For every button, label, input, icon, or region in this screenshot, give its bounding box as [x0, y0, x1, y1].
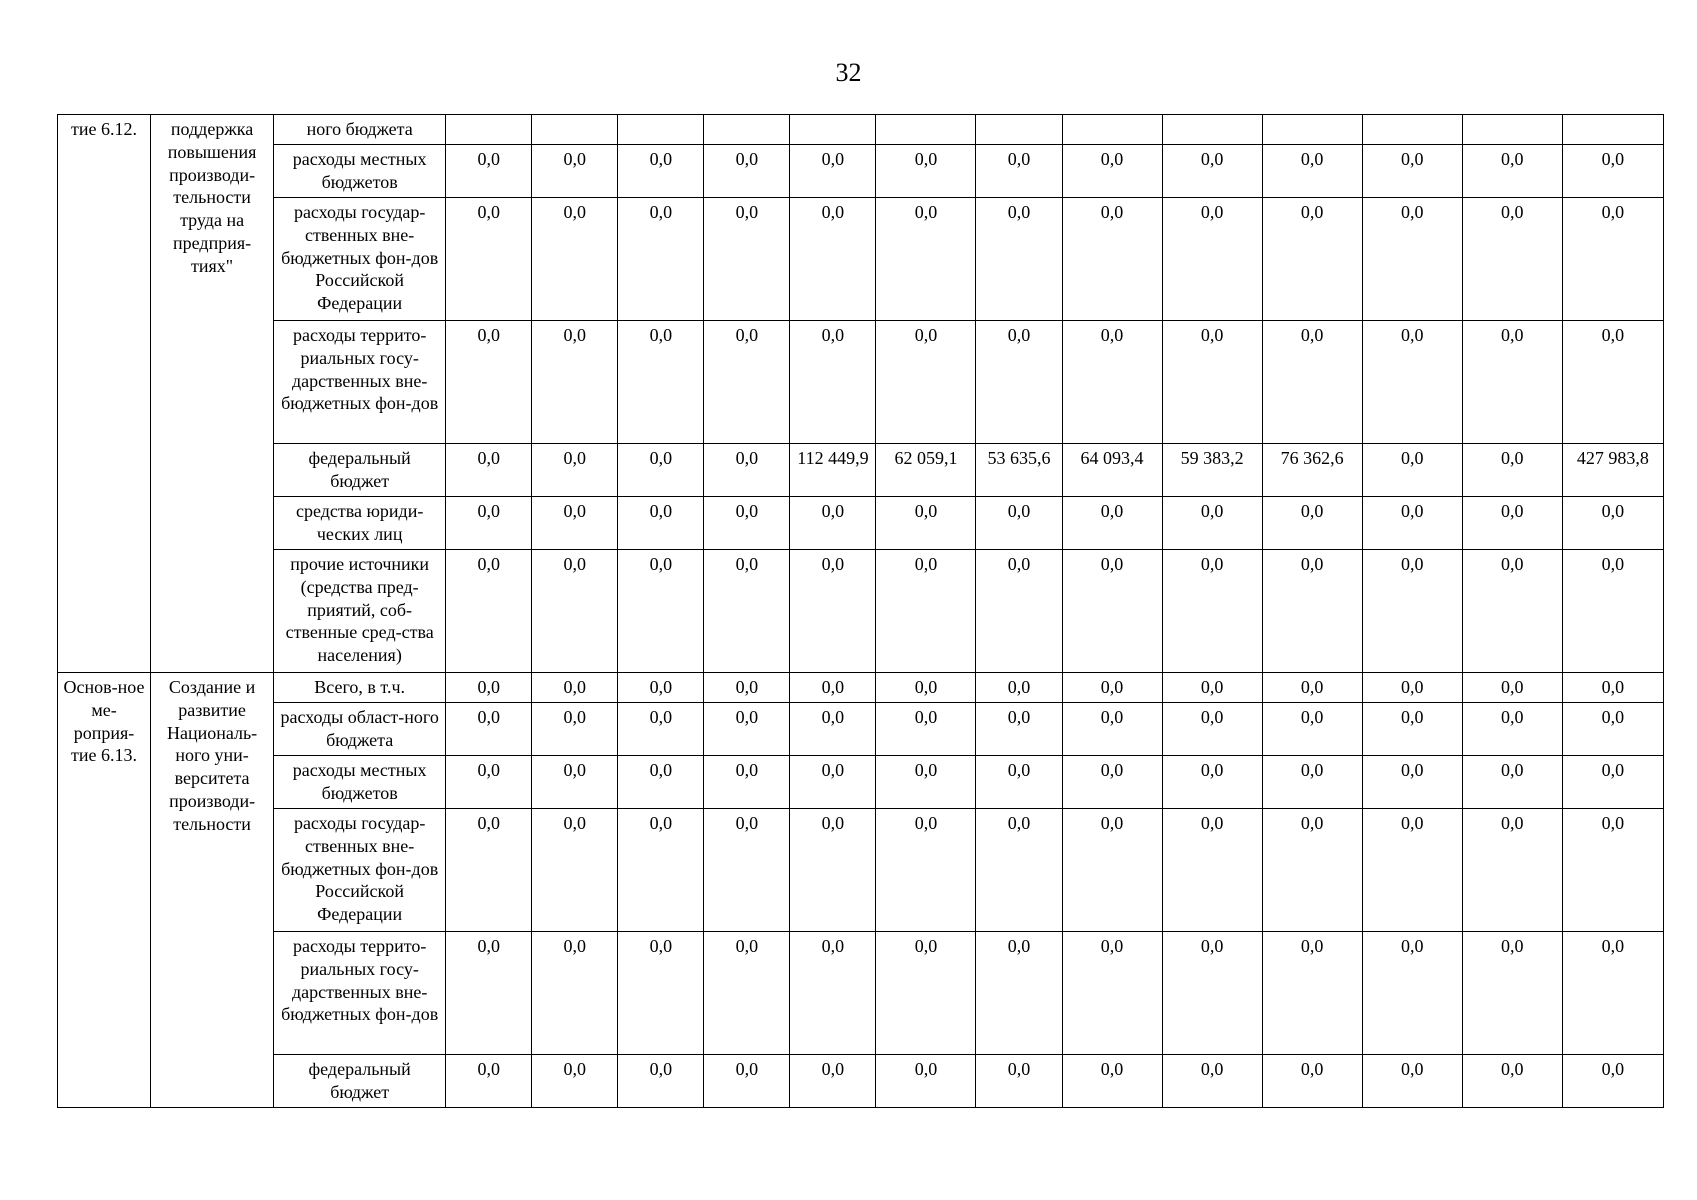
value-cell: 0,0: [1462, 550, 1562, 673]
value-cell: 0,0: [1562, 198, 1663, 321]
value-cell: 53 635,6: [976, 444, 1062, 497]
value-cell: 0,0: [532, 198, 618, 321]
value-cell: 62 059,1: [876, 444, 976, 497]
value-cell: 0,0: [1362, 673, 1462, 703]
value-cell: 0,0: [532, 703, 618, 756]
value-cell: 0,0: [618, 550, 704, 673]
value-cell: 0,0: [532, 321, 618, 444]
value-cell: 0,0: [618, 673, 704, 703]
value-cell: 0,0: [446, 673, 532, 703]
value-cell: 0,0: [1262, 550, 1362, 673]
value-cell: 0,0: [446, 321, 532, 444]
value-cell: 0,0: [704, 673, 790, 703]
value-cell: 0,0: [876, 703, 976, 756]
value-cell: 0,0: [976, 145, 1062, 198]
value-cell: 427 983,8: [1562, 444, 1663, 497]
value-cell: 0,0: [1362, 198, 1462, 321]
value-cell: 0,0: [1462, 756, 1562, 809]
value-cell: 0,0: [618, 444, 704, 497]
value-cell: 0,0: [1162, 198, 1262, 321]
value-cell: 0,0: [976, 198, 1062, 321]
value-cell: 0,0: [532, 932, 618, 1055]
value-cell: 0,0: [1262, 1055, 1362, 1108]
value-cell: 0,0: [1462, 321, 1562, 444]
event-code-cell: тие 6.12.: [58, 115, 151, 673]
value-cell: [1462, 115, 1562, 145]
table-row: [58, 550, 1664, 673]
value-cell: 0,0: [1062, 321, 1162, 444]
value-cell: 0,0: [1062, 809, 1162, 932]
value-cell: 0,0: [1562, 550, 1663, 673]
value-cell: 0,0: [1262, 321, 1362, 444]
table-row: [58, 673, 1664, 703]
value-cell: 0,0: [618, 703, 704, 756]
value-cell: 0,0: [876, 321, 976, 444]
value-cell: [876, 115, 976, 145]
value-cell: 0,0: [976, 703, 1062, 756]
table-row: [58, 115, 1664, 145]
value-cell: 0,0: [876, 932, 976, 1055]
value-cell: 0,0: [876, 550, 976, 673]
funding-source-cell: расходы террито-риальных госу-дарственных вне-бюджетных фон-дов: [274, 932, 446, 1055]
value-cell: 0,0: [446, 444, 532, 497]
value-cell: 0,0: [876, 497, 976, 550]
funding-source-cell: расходы государ-ственных вне-бюджетных фон-дов Российской Федерации: [274, 809, 446, 932]
value-cell: 0,0: [976, 756, 1062, 809]
value-cell: 0,0: [790, 198, 876, 321]
funding-source-cell: средства юриди-ческих лиц: [274, 497, 446, 550]
value-cell: 0,0: [1262, 809, 1362, 932]
value-cell: 0,0: [1562, 321, 1663, 444]
value-cell: 0,0: [1462, 809, 1562, 932]
value-cell: [790, 115, 876, 145]
value-cell: 0,0: [876, 198, 976, 321]
value-cell: 0,0: [976, 932, 1062, 1055]
value-cell: 0,0: [790, 756, 876, 809]
value-cell: 0,0: [618, 497, 704, 550]
value-cell: 0,0: [446, 145, 532, 198]
funding-source-cell: расходы местных бюджетов: [274, 756, 446, 809]
value-cell: 0,0: [790, 321, 876, 444]
value-cell: 0,0: [1562, 703, 1663, 756]
value-cell: 0,0: [1362, 550, 1462, 673]
value-cell: 0,0: [532, 145, 618, 198]
value-cell: 0,0: [1162, 497, 1262, 550]
value-cell: 0,0: [446, 809, 532, 932]
value-cell: 0,0: [1062, 497, 1162, 550]
event-name-cell: поддержка повышения производи-тельности труда на предприя-тиях": [151, 115, 274, 673]
value-cell: 0,0: [1562, 756, 1663, 809]
value-cell: 0,0: [704, 1055, 790, 1108]
value-cell: 0,0: [618, 932, 704, 1055]
funding-source-cell: федеральный бюджет: [274, 1055, 446, 1108]
value-cell: 0,0: [532, 444, 618, 497]
value-cell: 0,0: [876, 673, 976, 703]
value-cell: 0,0: [446, 703, 532, 756]
value-cell: [976, 115, 1062, 145]
table-row: [58, 1055, 1664, 1108]
value-cell: [1062, 115, 1162, 145]
value-cell: 0,0: [1162, 756, 1262, 809]
value-cell: 0,0: [976, 321, 1062, 444]
value-cell: 0,0: [1262, 673, 1362, 703]
value-cell: 0,0: [532, 673, 618, 703]
value-cell: 0,0: [1462, 1055, 1562, 1108]
value-cell: 0,0: [1262, 756, 1362, 809]
value-cell: 0,0: [446, 932, 532, 1055]
value-cell: [1562, 115, 1663, 145]
value-cell: 0,0: [1062, 932, 1162, 1055]
value-cell: 0,0: [1562, 932, 1663, 1055]
value-cell: [1162, 115, 1262, 145]
table-row: [58, 497, 1664, 550]
value-cell: 0,0: [1362, 145, 1462, 198]
value-cell: 59 383,2: [1162, 444, 1262, 497]
value-cell: [704, 115, 790, 145]
value-cell: 0,0: [704, 756, 790, 809]
value-cell: 0,0: [704, 497, 790, 550]
value-cell: 0,0: [976, 673, 1062, 703]
table-row: [58, 444, 1664, 497]
event-code-cell: Основ-ное ме-роприя-тие 6.13.: [58, 673, 151, 1108]
value-cell: 0,0: [618, 321, 704, 444]
value-cell: 0,0: [790, 703, 876, 756]
event-name-cell: Создание и развитие Националь-ного уни-верситета производи-тельности: [151, 673, 274, 1108]
value-cell: 0,0: [1162, 1055, 1262, 1108]
value-cell: [618, 115, 704, 145]
value-cell: 0,0: [1562, 1055, 1663, 1108]
value-cell: 0,0: [976, 809, 1062, 932]
value-cell: 0,0: [1362, 1055, 1462, 1108]
value-cell: 0,0: [790, 673, 876, 703]
value-cell: [446, 115, 532, 145]
value-cell: 0,0: [446, 550, 532, 673]
value-cell: 112 449,9: [790, 444, 876, 497]
value-cell: 0,0: [704, 703, 790, 756]
value-cell: 0,0: [532, 1055, 618, 1108]
value-cell: 0,0: [704, 198, 790, 321]
table-row: [58, 809, 1664, 932]
value-cell: 0,0: [1162, 321, 1262, 444]
value-cell: 0,0: [790, 497, 876, 550]
value-cell: 0,0: [1562, 497, 1663, 550]
value-cell: 0,0: [790, 932, 876, 1055]
value-cell: 0,0: [446, 1055, 532, 1108]
page-number: 32: [835, 58, 862, 87]
value-cell: 0,0: [1462, 703, 1562, 756]
funding-source-cell: федеральный бюджет: [274, 444, 446, 497]
value-cell: 0,0: [876, 145, 976, 198]
value-cell: 0,0: [1162, 932, 1262, 1055]
value-cell: 0,0: [618, 145, 704, 198]
value-cell: 0,0: [446, 497, 532, 550]
value-cell: 0,0: [976, 497, 1062, 550]
funding-source-cell: расходы террито-риальных госу-дарственных вне-бюджетных фон-дов: [274, 321, 446, 444]
value-cell: 0,0: [446, 198, 532, 321]
value-cell: 0,0: [532, 756, 618, 809]
funding-source-cell: ного бюджета: [274, 115, 446, 145]
table-row: [58, 756, 1664, 809]
funding-source-cell: расходы государ-ственных вне-бюджетных фон-дов Российской Федерации: [274, 198, 446, 321]
value-cell: [1362, 115, 1462, 145]
value-cell: 0,0: [1062, 1055, 1162, 1108]
value-cell: 0,0: [790, 145, 876, 198]
value-cell: 0,0: [1062, 198, 1162, 321]
value-cell: 0,0: [1062, 703, 1162, 756]
value-cell: 0,0: [1162, 673, 1262, 703]
value-cell: 0,0: [532, 497, 618, 550]
value-cell: 0,0: [704, 321, 790, 444]
value-cell: 0,0: [618, 1055, 704, 1108]
value-cell: 0,0: [1262, 145, 1362, 198]
value-cell: 0,0: [618, 809, 704, 932]
value-cell: 0,0: [1462, 497, 1562, 550]
value-cell: [1262, 115, 1362, 145]
value-cell: 0,0: [1162, 145, 1262, 198]
value-cell: 0,0: [1162, 809, 1262, 932]
value-cell: 0,0: [876, 1055, 976, 1108]
value-cell: 76 362,6: [1262, 444, 1362, 497]
value-cell: 0,0: [790, 809, 876, 932]
table-row: [58, 703, 1664, 756]
value-cell: 0,0: [532, 809, 618, 932]
value-cell: 0,0: [1562, 809, 1663, 932]
value-cell: 0,0: [704, 145, 790, 198]
value-cell: 0,0: [1362, 756, 1462, 809]
value-cell: 0,0: [1162, 550, 1262, 673]
value-cell: 0,0: [976, 1055, 1062, 1108]
value-cell: 64 093,4: [1062, 444, 1162, 497]
value-cell: 0,0: [790, 1055, 876, 1108]
value-cell: 0,0: [704, 809, 790, 932]
table-row: [58, 932, 1664, 1055]
value-cell: 0,0: [1362, 444, 1462, 497]
value-cell: 0,0: [1262, 703, 1362, 756]
value-cell: [532, 115, 618, 145]
value-cell: 0,0: [1262, 497, 1362, 550]
funding-source-cell: прочие источники (средства пред-приятий, соб-ственные сред-ства населения): [274, 550, 446, 673]
value-cell: 0,0: [1562, 145, 1663, 198]
value-cell: 0,0: [1462, 198, 1562, 321]
table-body: [58, 115, 1664, 1108]
value-cell: 0,0: [1062, 756, 1162, 809]
value-cell: 0,0: [1362, 321, 1462, 444]
value-cell: 0,0: [532, 550, 618, 673]
table-row: [58, 198, 1664, 321]
value-cell: 0,0: [446, 756, 532, 809]
value-cell: 0,0: [1362, 809, 1462, 932]
value-cell: 0,0: [1462, 444, 1562, 497]
value-cell: 0,0: [704, 550, 790, 673]
funding-source-cell: Всего, в т.ч.: [274, 673, 446, 703]
value-cell: 0,0: [1062, 550, 1162, 673]
value-cell: 0,0: [976, 550, 1062, 673]
value-cell: 0,0: [876, 756, 976, 809]
budget-table: [57, 114, 1664, 1108]
value-cell: 0,0: [1062, 673, 1162, 703]
value-cell: 0,0: [1362, 703, 1462, 756]
value-cell: 0,0: [1462, 673, 1562, 703]
value-cell: 0,0: [1062, 145, 1162, 198]
value-cell: 0,0: [790, 550, 876, 673]
value-cell: 0,0: [1162, 703, 1262, 756]
value-cell: 0,0: [704, 444, 790, 497]
value-cell: 0,0: [876, 809, 976, 932]
value-cell: 0,0: [1562, 673, 1663, 703]
value-cell: 0,0: [1362, 497, 1462, 550]
funding-source-cell: расходы област-ного бюджета: [274, 703, 446, 756]
value-cell: 0,0: [1462, 145, 1562, 198]
value-cell: 0,0: [1262, 198, 1362, 321]
funding-source-cell: расходы местных бюджетов: [274, 145, 446, 198]
value-cell: 0,0: [618, 198, 704, 321]
value-cell: 0,0: [1262, 932, 1362, 1055]
value-cell: 0,0: [1362, 932, 1462, 1055]
value-cell: 0,0: [704, 932, 790, 1055]
table-row: [58, 321, 1664, 444]
value-cell: 0,0: [1462, 932, 1562, 1055]
value-cell: 0,0: [618, 756, 704, 809]
table-row: [58, 145, 1664, 198]
